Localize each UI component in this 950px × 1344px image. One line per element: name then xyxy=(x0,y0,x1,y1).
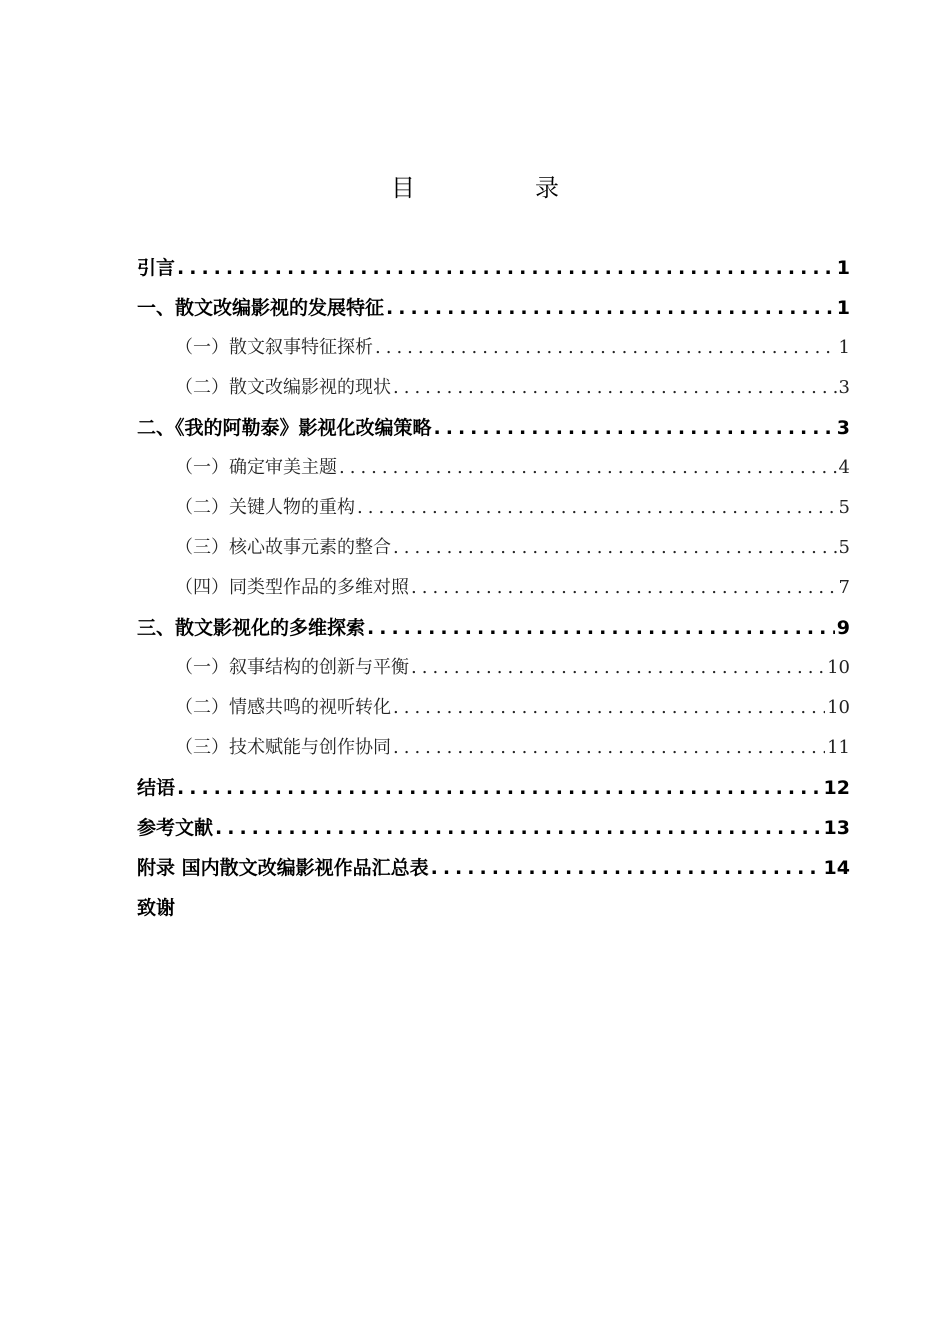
toc-page-number: 10 xyxy=(827,697,850,718)
toc-page-number: 11 xyxy=(827,737,850,758)
toc-entry-label: 结语 xyxy=(137,777,176,799)
toc-dot-leader xyxy=(339,448,837,488)
toc-entry-label: 二、《我的阿勒泰》影视化改编策略 xyxy=(137,417,432,439)
toc-page-number: 12 xyxy=(823,777,850,799)
toc-entry-label: （四）同类型作品的多维对照 xyxy=(175,577,409,598)
toc-entry-label: （一）确定审美主题 xyxy=(175,457,337,478)
toc-entry-label: 致谢 xyxy=(137,897,176,919)
toc-entry-label: 一、散文改编影视的发展特征 xyxy=(137,297,385,319)
toc-chapter-entry[interactable] xyxy=(137,408,850,448)
toc-dot-leader xyxy=(393,728,825,768)
toc-page-number: 10 xyxy=(827,657,850,678)
toc-dot-leader xyxy=(393,688,825,728)
toc-entry-label: （一）散文叙事特征探析 xyxy=(175,337,373,358)
toc-section-entry[interactable] xyxy=(137,648,850,688)
toc-section-entry[interactable] xyxy=(137,488,850,528)
toc-dot-leader xyxy=(367,608,835,648)
toc-dot-leader xyxy=(177,768,822,808)
toc-dot-leader xyxy=(357,488,837,528)
toc-page-number: 14 xyxy=(823,857,850,879)
toc-page-number: 3 xyxy=(836,417,850,439)
toc-page-number: 1 xyxy=(838,337,850,358)
toc-section-entry[interactable] xyxy=(137,328,850,368)
toc-entry-label: （三）技术赋能与创作协同 xyxy=(175,737,391,758)
toc-chapter-entry[interactable] xyxy=(137,768,850,808)
toc-page-number: 9 xyxy=(836,617,850,639)
toc-chapter-entry[interactable] xyxy=(137,848,850,888)
toc-section-entry[interactable] xyxy=(137,368,850,408)
toc-page-number: 5 xyxy=(838,537,850,558)
toc-entry-label: （二）关键人物的重构 xyxy=(175,497,355,518)
toc-page-number: 1 xyxy=(836,257,850,279)
toc-section-entry[interactable] xyxy=(137,688,850,728)
toc-section-entry[interactable] xyxy=(137,568,850,608)
toc-entry-label: 三、散文影视化的多维探索 xyxy=(137,617,366,639)
toc-section-entry[interactable] xyxy=(137,728,850,768)
toc-dot-leader xyxy=(393,528,837,568)
toc-dot-leader xyxy=(434,408,835,448)
toc-dot-leader xyxy=(393,368,837,408)
toc-entry-label: （二）散文改编影视的现状 xyxy=(175,377,391,398)
toc-entry-label: （三）核心故事元素的整合 xyxy=(175,537,391,558)
toc-page-number: 13 xyxy=(823,817,850,839)
page-title: 目 录 xyxy=(391,174,607,202)
toc-page-number: 4 xyxy=(838,457,850,478)
toc-chapter-entry[interactable] xyxy=(137,248,850,288)
toc-chapter-entry[interactable] xyxy=(137,808,850,848)
toc-dot-leader xyxy=(411,648,825,688)
toc-entry-label: （一）叙事结构的创新与平衡 xyxy=(175,657,409,678)
toc-entry-label: 引言 xyxy=(137,257,176,279)
toc-page-number: 7 xyxy=(838,577,850,598)
table-of-contents xyxy=(137,248,850,928)
toc-page-number: 1 xyxy=(836,297,850,319)
toc-dot-leader xyxy=(431,848,822,888)
toc-chapter-entry[interactable] xyxy=(137,888,850,928)
toc-dot-leader xyxy=(386,288,835,328)
toc-entry-label: 参考文献 xyxy=(137,817,214,839)
toc-dot-leader xyxy=(375,328,837,368)
toc-section-entry[interactable] xyxy=(137,528,850,568)
toc-dot-leader xyxy=(411,568,837,608)
toc-entry-label: 附录 国内散文改编影视作品汇总表 xyxy=(137,857,429,879)
toc-entry-label: （二）情感共鸣的视听转化 xyxy=(175,697,391,718)
toc-dot-leader xyxy=(215,808,822,848)
toc-dot-leader xyxy=(177,248,835,288)
toc-chapter-entry[interactable] xyxy=(137,608,850,648)
toc-chapter-entry[interactable] xyxy=(137,288,850,328)
toc-page-number: 3 xyxy=(838,377,850,398)
toc-page-number: 5 xyxy=(838,497,850,518)
toc-section-entry[interactable] xyxy=(137,448,850,488)
